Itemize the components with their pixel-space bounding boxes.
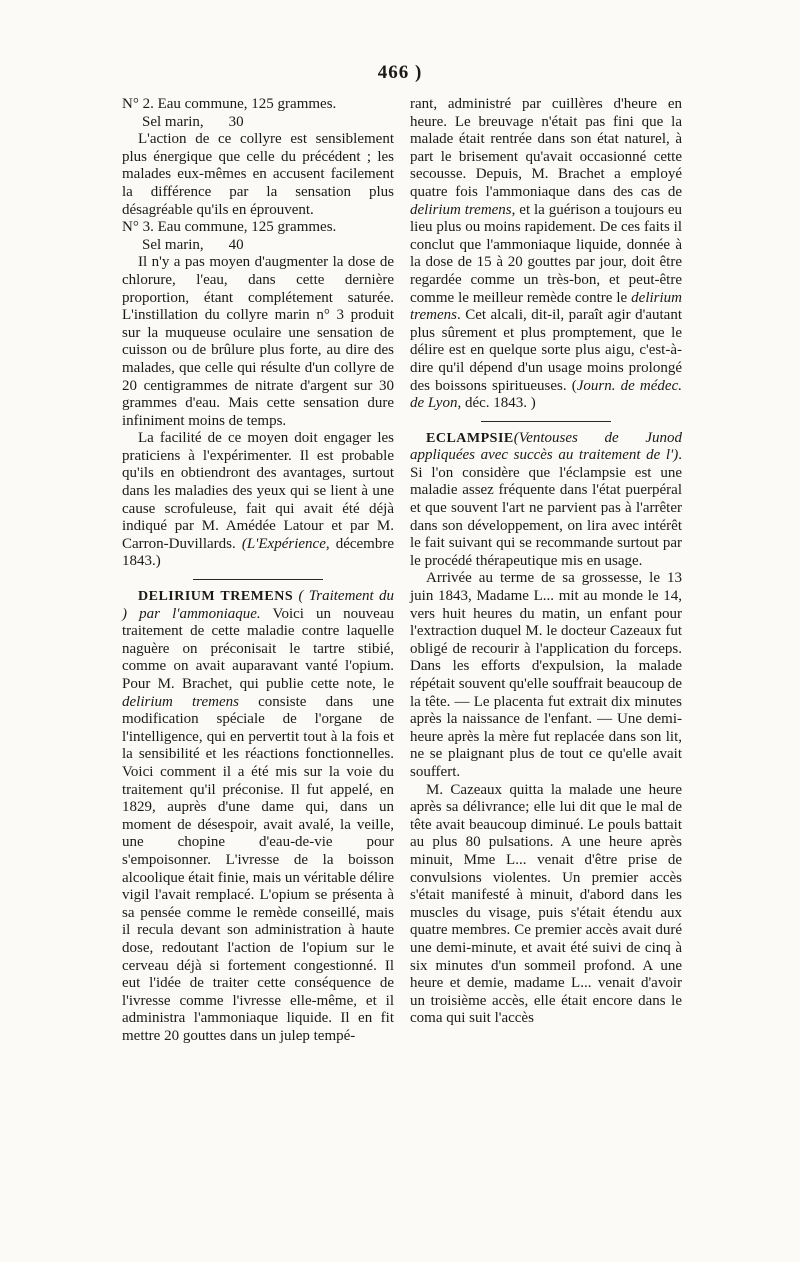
formula-no-2-line-2	[122, 114, 394, 132]
formula-no-2-line-1: N° 2. Eau commune, 125 grammes.	[122, 96, 337, 112]
term-delirium-tremens-3: delirium tremens	[410, 289, 682, 324]
right-column	[410, 96, 682, 1028]
article-eclampsie-text: . Si l'on considère que l'éclampsie est une maladie assez fréquente dans l'état puerpéral et que souvent l'art ne parvient pas à l'arrêter dans son développement, on lira avec intérêt le fait suivant qui se recommande surtout par le procédé thérapeutique mis en usage.	[410, 447, 682, 569]
paragraph-case-report: Arrivée au terme de sa grossesse, le 13 juin 1843, Madame L... mit au monde le 14, vers huit heures du matin, un enfant pour l'extraction duquel M. le docteur Cazeaux fut obligé de recourir à l'application du forceps. Dans les efforts d'expulsion, la malade répétait souvent qu'elle souffrait beaucoup de la tête. — Le placenta fut extrait dix minutes après la naissance de l'enfant. — Une demi-heure après la mère fut replacée dans son lit, ne se plaignant plus de tout ce qu'elle avait souffert.	[410, 570, 682, 780]
formula-no-3-salt-dose: 40	[228, 236, 244, 253]
citation-journal: Journ. de médec. de Lyon	[410, 377, 682, 412]
formula-no-3-salt-label: Sel marin,	[142, 236, 204, 253]
article-delirium-continued	[410, 96, 682, 413]
continued-text-c: . Cet alcali, dit-il, paraît agir d'autant plus sûrement et plus promptement, que le délire est en quelque sorte plus aigu, c'est-à-dire qu'il dépend d'un usage moins prolongé des boissons spiritueuses. (	[410, 307, 682, 394]
continued-text-a: rant, administré par cuillères d'heure en heure. Le breuvage n'était pas fini que la malade était rentrée dans son état naturel, à part le brisement qu'avait occasionné cette secousse. Depuis, M. Brachet a employé quatre fois l'ammoniaque dans des cas de	[410, 96, 682, 200]
formula-no-3	[122, 219, 394, 254]
term-delirium-tremens-2: delirium tremens	[410, 201, 512, 218]
paragraph-collyre-3: Il n'y a pas moyen d'augmenter la dose de chlorure, l'eau, dans cette dernière proportion, étant complétement saturée. L'instillation du collyre marin n° 3 produit sur la muqueuse oculaire une sensation de cuisson ou de brûlure plus forte, au dire des malades, que celle qui résulte d'un collyre de 20 centigrammes de nitrate d'argent sur 30 grammes d'eau. Mais cette sensation dure infiniment moins de temps.	[122, 254, 394, 429]
formula-no-2	[122, 96, 394, 131]
formula-no-3-line-2	[122, 237, 394, 255]
paragraph-practitioners-text: La facilité de ce moyen doit engager les praticiens à l'expérimenter. Il est probable qu'ils en obtiendront des avantages, surtout dans les maladies des yeux qui se lient à une cause scrofuleuse, fait qui avait été déjà indiqué par M. Amédée Latour et par M. Carron-Duvillards.	[122, 430, 394, 552]
article-eclampsie	[410, 430, 682, 571]
article-heading-delirium: DELIRIUM TREMENS	[138, 589, 294, 605]
formula-no-3-line-1: N° 3. Eau commune, 125 grammes.	[122, 219, 337, 236]
article-subheading-eclampsie: (Ventouses de Junod appliquées avec succès au traitement de l')	[410, 429, 682, 464]
article-subheading-delirium: ( Traitement du ) par l'ammoniaque.	[122, 588, 395, 622]
term-delirium-tremens: delirium tremens	[122, 693, 239, 710]
section-divider-2	[481, 421, 611, 422]
article-delirium-text-a: Voici un nouveau traitement de cette maladie contre laquelle naguère on préconisait le tartre stibié, comme on avait auparavant vanté l'opium. Pour M. Brachet, qui publie cette note, le	[122, 605, 394, 692]
continued-text-b: , et la guérison a toujours eu lieu plus ou moins rapidement. De ces faits il conclut que l'ammoniaque liquide, donnée à la dose de 15 à 20 gouttes par jour, doit être regardée comme un très-bon, et peut-être comme le meilleur remède contre le	[410, 201, 683, 306]
citation-source: (L'Expérience	[241, 535, 326, 552]
paragraph-collyre-2: L'action de ce collyre est sensiblement plus énergique que celle du précédent ; les malades eux-mêmes en accusent facilement la différence par la sensation plus désagréable qu'ils en éprouvent.	[122, 131, 394, 218]
formula-no-2-salt-label: Sel marin,	[142, 113, 204, 130]
formula-no-2-salt-dose: 30	[228, 113, 244, 130]
article-heading-eclampsie: ECLAMPSIE	[426, 430, 514, 446]
section-divider	[193, 579, 323, 580]
citation-journal-date: , déc. 1843. )	[457, 395, 536, 412]
left-column	[122, 96, 394, 1045]
paragraph-practitioners	[122, 430, 394, 571]
citation-date: , décembre 1843.)	[122, 535, 395, 570]
article-delirium-tremens	[122, 588, 394, 1045]
page-number: 466 )	[377, 62, 423, 83]
article-delirium-text-b: consiste dans une modification spéciale de l'organe de l'intelligence, qui en pervertit tout à la fois et la sensibilité et les réactions fonctionnelles. Voici comment il a été mis sur la voie du traitement qu'il préconise. Il fut appelé, en 1829, auprès d'une dame qui, dans un moment de désespoir, avait avalé, la veille, une chopine d'eau-de-vie pour s'empoisonner. L'ivresse de la boisson alcoolique était finie, mais un véritable délire vigil l'avait remplacé. L'opium se présenta à sa pensée comme le remède conseillé, mais il recula devant son administration à haute dose, redoutant l'action de l'opium sur le cerveau déjà si fortement congestionné. Il eut l'idée de traiter cette conséquence de l'ivresse comme l'ivresse elle-même, et il administra l'ammoniaque liquide. Il en fit mettre 20 gouttes dans un julep tempé-	[122, 693, 394, 1044]
paragraph-convulsions: M. Cazeaux quitta la malade une heure après sa délivrance; elle lui dit que le mal de tête avait beaucoup diminué. Le pouls battait au plus 80 pulsations. A une heure après minuit, Mme L... venait d'être prise de convulsions violentes. Un premier accès s'était manifesté à minuit, d'abord dans les muscles du visage, puis s'était étendu aux quatre membres. Ce premier accès avait duré une demi-minute, et avait été suivi de cinq à six minutes d'un sommeil profond. A une heure et demie, madame L... venait d'avoir un troisième accès, elle était encore dans le coma qui suit l'accès	[410, 781, 682, 1027]
